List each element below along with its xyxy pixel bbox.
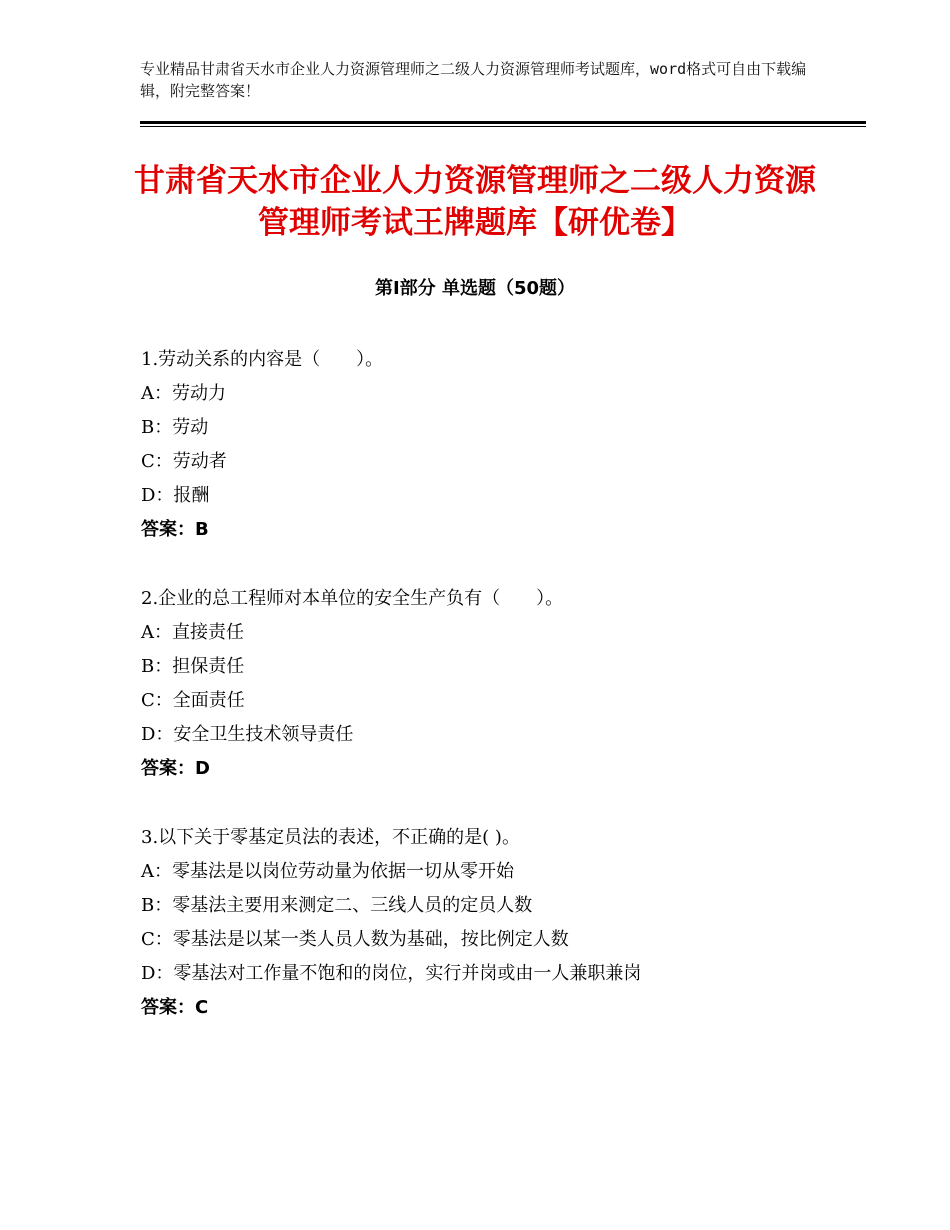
header-note: 专业精品甘肃省天水市企业人力资源管理师之二级人力资源管理师考试题库，word格式可自由下载编辑，附完整答案！: [140, 60, 807, 100]
option-c: C：全面责任: [141, 690, 245, 711]
option-c: C：劳动者: [141, 451, 227, 472]
question-stem: 3.以下关于零基定员法的表述，不正确的是( )。: [141, 827, 520, 848]
section-title: 第Ⅰ部分 单选题（50题）: [374, 278, 575, 299]
option-c: C：零基法是以某一类人员人数为基础，按比例定人数: [141, 929, 569, 950]
option-a: A：劳动力: [141, 383, 226, 404]
question-1: [141, 343, 881, 547]
header-divider-thin: [140, 126, 866, 127]
question-stem: 2.企业的总工程师对本单位的安全生产负有（ ）。: [141, 588, 564, 609]
question-2: [141, 582, 881, 786]
option-b: B：零基法主要用来测定二、三线人员的定员人数: [141, 895, 533, 916]
document-title: 甘肃省天水市企业人力资源管理师之二级人力资源管理师考试王牌题库【研优卷】: [134, 163, 816, 241]
option-b: B：劳动: [141, 417, 209, 438]
header-divider-thick: [140, 121, 866, 124]
option-d: D：安全卫生技术领导责任: [141, 724, 354, 745]
option-a: A：直接责任: [141, 622, 244, 643]
answer: 答案：C: [141, 997, 209, 1018]
option-d: D：零基法对工作量不饱和的岗位，实行并岗或由一人兼职兼岗: [141, 963, 642, 984]
answer: 答案：D: [141, 758, 210, 779]
question-stem: 1.劳动关系的内容是（ ）。: [141, 349, 384, 370]
option-d: D：报酬: [141, 485, 210, 506]
question-3: [141, 821, 881, 1025]
question-list: [141, 343, 881, 1060]
answer: 答案：B: [141, 519, 209, 540]
option-b: B：担保责任: [141, 656, 245, 677]
option-a: A：零基法是以岗位劳动量为依据一切从零开始: [141, 861, 514, 882]
